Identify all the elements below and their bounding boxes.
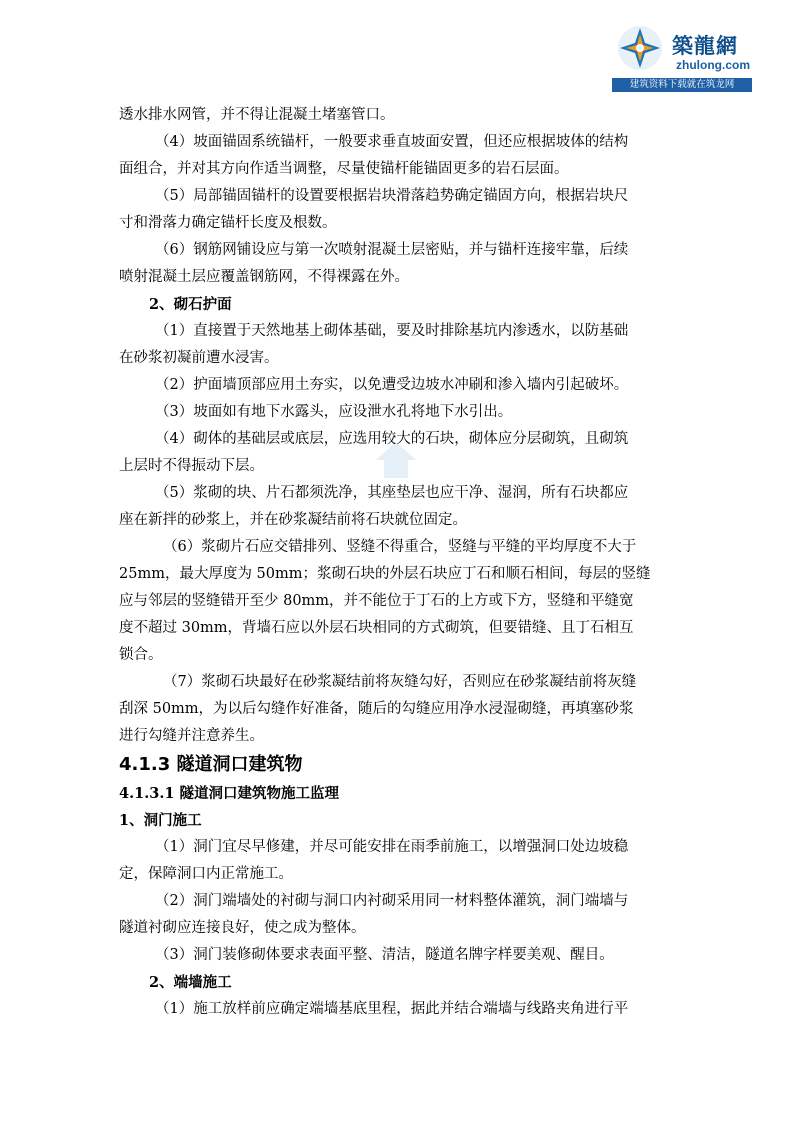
- subsection-heading: 2、砌石护面: [149, 296, 232, 313]
- paragraph-line: 寸和滑落力确定锚杆长度及根数。: [119, 215, 337, 231]
- paragraph-line: 在砂浆初凝前遭水浸害。: [119, 350, 279, 366]
- paragraph-line: 定，保障洞口内正常施工。: [119, 866, 293, 882]
- paragraph-line: 座在新拌的砂浆上，并在砂浆凝结前将石块就位固定。: [119, 512, 467, 528]
- paragraph-line: 25mm，最大厚度为 50mm；浆砌石块的外层石块应丁石和顺石相间，每层的竖缝: [119, 566, 651, 582]
- document-body: [119, 102, 684, 1023]
- paragraph-line: 度不超过 30mm，背墙石应以外层石块相同的方式砌筑，但要错缝、且丁石相互: [119, 620, 634, 636]
- paragraph-line: 锁合。: [119, 647, 163, 663]
- paragraph-line: 上层时不得振动下层。: [119, 458, 264, 474]
- paragraph-line: （3）坡面如有地下水露头，应设泄水孔将地下水引出。: [155, 404, 513, 420]
- paragraph-line: 透水排水网管，并不得让混凝土堵塞管口。: [119, 107, 395, 123]
- section-heading: 4.1.3 隧道洞口建筑物: [119, 754, 303, 775]
- paragraph-line: 进行勾缝并注意养生。: [119, 728, 264, 744]
- logo-name: 築龍網: [672, 33, 738, 58]
- paragraph-line: （7）浆砌石块最好在砂浆凝结前将灰缝勾好，否则应在砂浆凝结前将灰缝: [163, 674, 637, 690]
- paragraph-line: （3）洞门装修砌体要求表面平整、清洁，隧道名牌字样要美观、醒目。: [155, 947, 614, 963]
- paragraph-line: （1）施工放样前应确定端墙基底里程，据此并结合端墙与线路夹角进行平: [155, 1001, 629, 1017]
- paragraph-line: 面组合，并对其方向作适当调整，尽量使锚杆能锚固更多的岩石层面。: [119, 161, 569, 177]
- paragraph-line: （6）钢筋网铺设应与第一次喷射混凝土层密贴，并与锚杆连接牢靠，后续: [155, 242, 629, 258]
- paragraph-line: （6）浆砌片石应交错排列、竖缝不得重合，竖缝与平缝的平均厚度不大于: [163, 539, 637, 555]
- paragraph-line: （5）浆砌的块、片石都须洗净，其座垫层也应干净、湿润，所有石块都应: [155, 485, 629, 501]
- logo-domain: zhulong.com: [676, 58, 750, 72]
- paragraph-line: （5）局部锚固锚杆的设置要根据岩块滑落趋势确定锚固方向，根据岩块尺: [155, 188, 629, 204]
- paragraph-line: 隧道衬砌应连接良好，使之成为整体。: [119, 920, 366, 936]
- paragraph-line: （2）护面墙顶部应用土夯实，以免遭受边坡水冲刷和渗入墙内引起破坏。: [155, 377, 629, 393]
- paragraph-line: （2）洞门端墙处的衬砌与洞口内衬砌采用同一材料整体灌筑，洞门端墙与: [155, 893, 629, 909]
- paragraph-line: （4）砌体的基础层或底层，应选用较大的石块，砌体应分层砌筑，且砌筑: [155, 431, 629, 447]
- logo-slogan: 建筑资料下载就在筑龙网: [612, 78, 752, 92]
- zhulong-logo[interactable]: [612, 18, 752, 92]
- paragraph-line: （1）洞门宜尽早修建，并尽可能安排在雨季前施工，以增强洞口处边坡稳: [155, 839, 629, 855]
- paragraph-line: 刮深 50mm，为以后勾缝作好准备，随后的勾缝应用净水浸湿砌缝，再填塞砂浆: [119, 701, 634, 717]
- paragraph-line: 应与邻层的竖缝错开至少 80mm，并不能位于丁石的上方或下方，竖缝和平缝宽: [119, 593, 634, 609]
- subsection-heading: 2、端墙施工: [149, 974, 232, 991]
- subsection-heading: 4.1.3.1 隧道洞口建筑物施工监理: [119, 785, 340, 802]
- paragraph-line: （4）坡面锚固系统锚杆，一般要求垂直坡面安置，但还应根据坡体的结构: [155, 134, 629, 150]
- paragraph-line: 喷射混凝土层应覆盖钢筋网，不得裸露在外。: [119, 269, 409, 285]
- zhulong-logo-icon: [616, 24, 664, 72]
- paragraph-line: （1）直接置于天然地基上砌体基础，要及时排除基坑内渗透水，以防基础: [155, 323, 629, 339]
- subsection-heading: 1、洞门施工: [119, 812, 202, 829]
